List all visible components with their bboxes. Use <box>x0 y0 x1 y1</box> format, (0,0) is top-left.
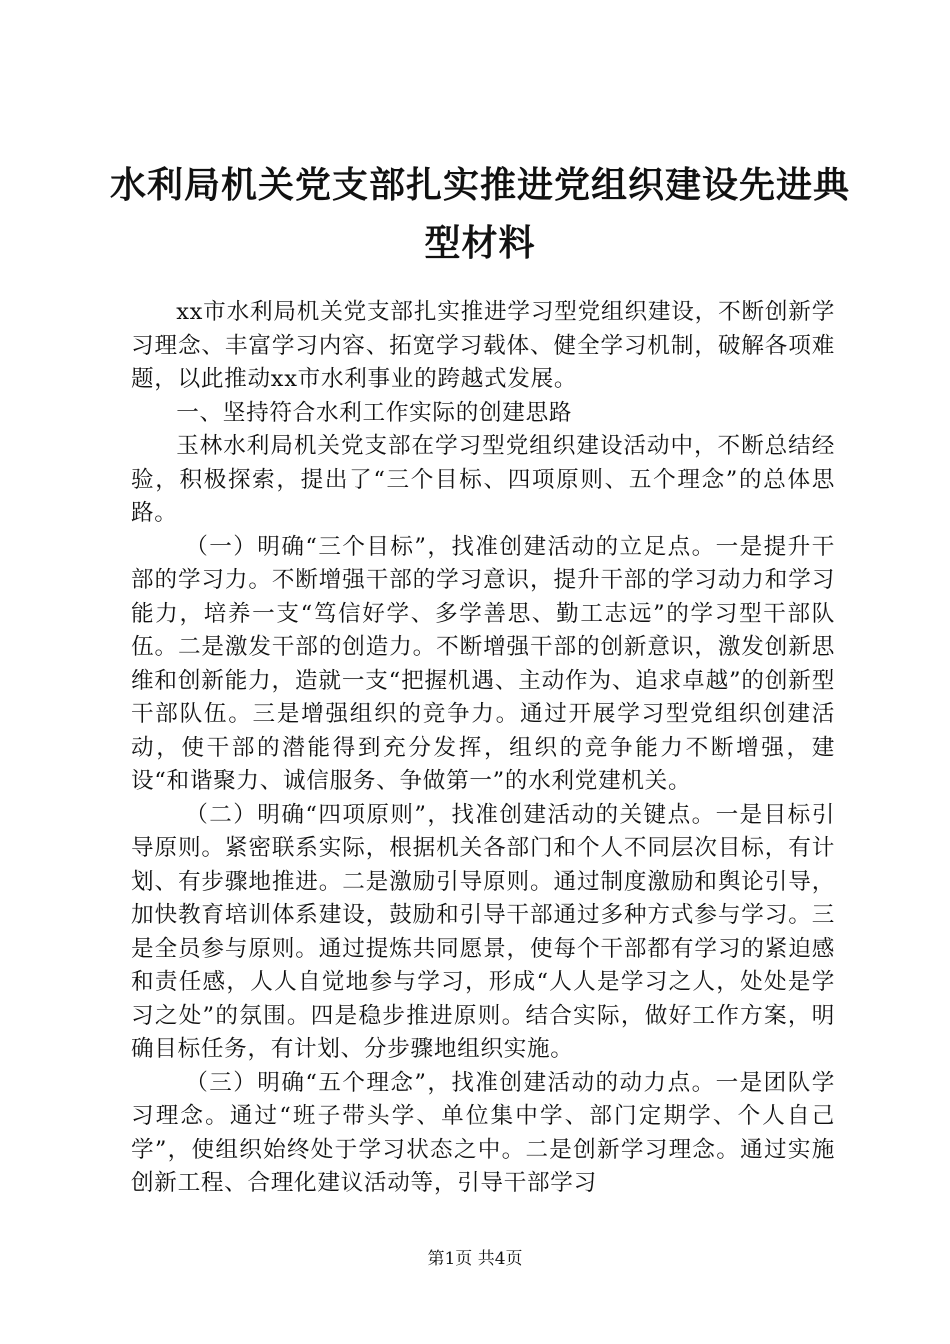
paragraph-intro: xx市水利局机关党支部扎实推进学习型党组织建设，不断创新学习理念、丰富学习内容、拓宽学习载体、健全学习机制，破解各项难题，以此推动xx市水利事业的跨越式发展。 <box>131 299 835 392</box>
paragraph-five-concepts: （三）明确“五个理念”，找准创建活动的动力点。一是团队学习理念。通过“班子带头学、单位集中学、部门定期学、个人自己学”，使组织始终处于学习状态之中。二是创新学习理念。通过实施创新工程、合理化建议活动等，引导干部学习 <box>131 1069 835 1196</box>
document-title: 水利局机关党支部扎实推进党组织建设先进典型材料 <box>110 164 851 264</box>
page-number-footer: 第1页 共4页 <box>427 1249 523 1269</box>
paragraph-four-principles: （二）明确“四项原则”，找准创建活动的关键点。一是目标引导原则。紧密联系实际，根据机关各部门和个人不同层次目标，有计划、有步骤地推进。二是激励引导原则。通过制度激励和舆论引导，加快教育培训体系建设，鼓励和引导干部通过多种方式参与学习。三是全员参与原则。通过提炼共同愿景，使每个干部都有学习的紧迫感和责任感，人人自觉地参与学习，形成“人人是学习之人，处处是学习之处”的氛围。四是稳步推进原则。结合实际，做好工作方案，明确目标任务，有计划、分步骤地组织实施。 <box>131 801 835 1062</box>
paragraph-three-goals: （一）明确“三个目标”，找准创建活动的立足点。一是提升干部的学习力。不断增强干部的学习意识，提升干部的学习动力和学习能力，培养一支“笃信好学、多学善思、勤工志远”的学习型干部队伍。二是激发干部的创造力。不断增强干部的创新意识，激发创新思维和创新能力，造就一支“把握机遇、主动作为、追求卓越”的创新型干部队伍。三是增强组织的竞争力。通过开展学习型党组织创建活动，使干部的潜能得到充分发挥，组织的竞争能力不断增强，建设“和谐聚力、诚信服务、争做第一”的水利党建机关。 <box>131 533 835 794</box>
section-heading-1: 一、坚持符合水利工作实际的创建思路 <box>176 399 573 426</box>
document-body <box>131 296 835 1201</box>
paragraph-overview: 玉林水利局机关党支部在学习型党组织建设活动中，不断总结经验，积极探索，提出了“三个目标、四项原则、五个理念”的总体思路。 <box>131 433 835 526</box>
